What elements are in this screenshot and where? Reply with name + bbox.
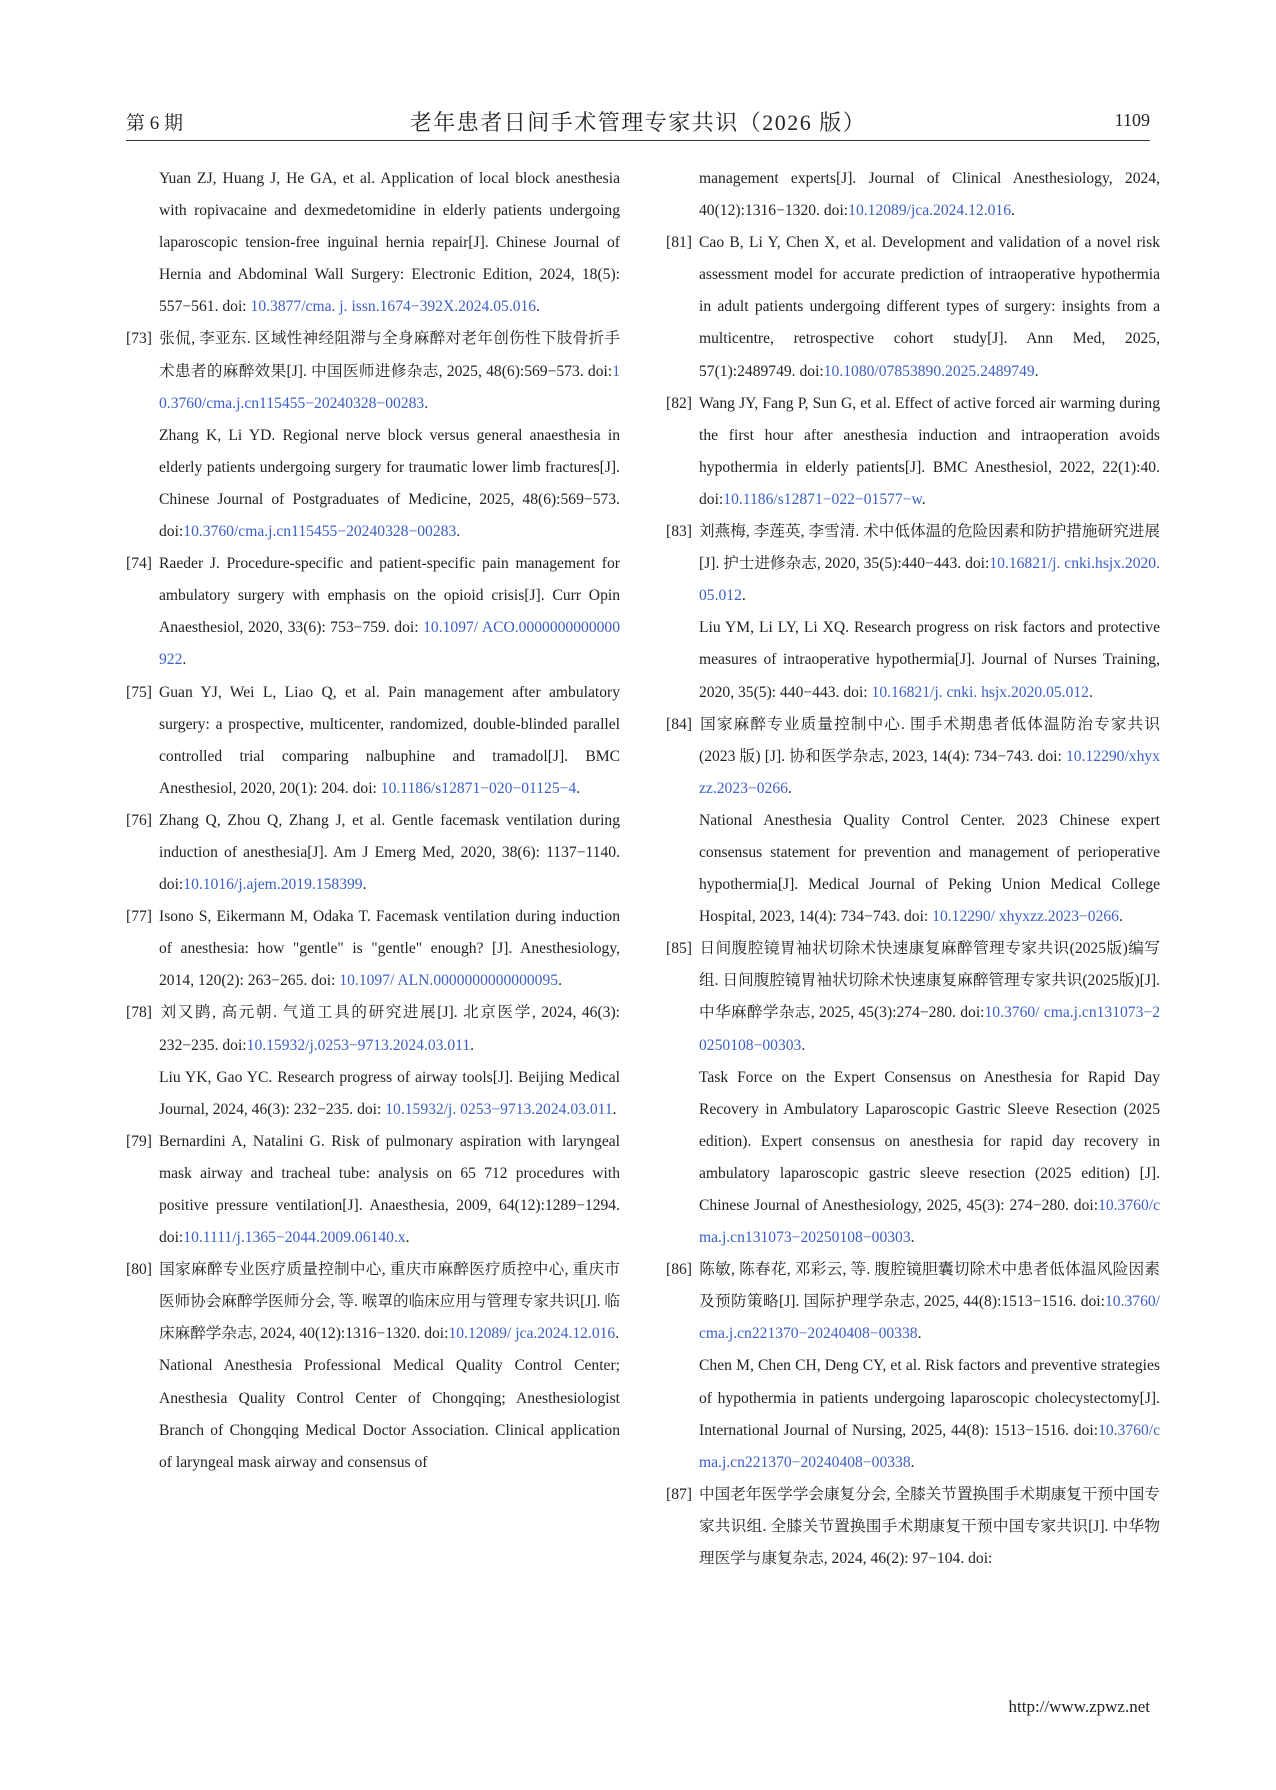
reference-tail: . [470,1036,475,1054]
reference-entry [666,516,1160,612]
reference-translation [666,1350,1160,1478]
reference-text: 刘又鹍, 高元朝. 气道工具的研究进展[J]. 北京医学, 2024, 46(3): 232−235. doi: [159,1004,620,1054]
doi-link[interactable]: 10.16821/j. cnki.hsjx.2020.05.012 [699,555,1161,605]
reference-text: 刘燕梅, 李莲英, 李雪清. 术中低体温的危险因素和防护措施研究进展[J]. 护士进修杂志, 2020, 35(5):440−443. doi: [699,523,1160,573]
reference-entry [126,997,620,1061]
doi-link[interactable]: 10.1016/j.ajem.2019.158399 [183,876,363,894]
reference-number: [84] [666,715,692,733]
reference-translation [666,805,1160,933]
doi-link[interactable]: 10.1186/s12871−022−01577−w [723,490,922,508]
doi-link[interactable]: 10.3877/cma. j. issn.1674−392X.2024.05.016 [250,298,537,316]
reference-entry [126,1126,620,1254]
reference-tail: . [801,1036,806,1054]
reference-text: 日间腹腔镜胃袖状切除术快速康复麻醉管理专家共识(2025版)编写组. 日间腹腔镜胃袖状切除术快速康复麻醉管理专家共识(2025版)[J]. 中华麻醉学杂志, 2025, 45(3):274−280. doi: [699,940,1160,1022]
reference-number: [78] [126,1004,152,1022]
doi-link[interactable]: 10.3760/cma.j.cn115455−20240328−00283 [183,523,457,541]
reference-entry [126,323,620,419]
reference-text: Isono S, Eikermann M, Odaka T. Facemask ventilation during induction of anesthesia: how "gentle" is "gentle" enough? [J]. Anesthesiology, 2014, 120(2): 263−265. doi: [159,908,620,990]
reference-entry [666,709,1160,805]
reference-text: Cao B, Li Y, Chen X, et al. Development and validation of a novel risk assessment model for accurate prediction of intraoperative hypothermia in adult patients undergoing different types of surgery: insights from a multicentre, retrospective cohort study[J]. Ann Med, 2025, 57(1):2489749. doi: [699,234,1160,380]
reference-tail: . [424,394,429,412]
doi-link[interactable]: 10.15932/j.0253−9713.2024.03.011 [246,1036,471,1054]
reference-number: [79] [126,1132,152,1150]
reference-number: [83] [666,523,692,541]
reference-entry [126,548,620,676]
reference-number: [80] [126,1261,152,1279]
doi-link[interactable]: 10.12089/jca.2024.12.016 [848,202,1011,220]
doi-link[interactable]: 10.12089/ jca.2024.12.016 [448,1325,616,1343]
doi-link[interactable]: 10.1097/ ACO.0000000000000922 [159,619,621,669]
reference-text: Raeder J. Procedure-specific and patient-specific pain management for ambulatory surgery with emphasis on the opioid crisis[J]. Curr Opin Anaesthesiol, 2020, 33(6): 753−759. doi: [159,555,620,637]
reference-tail: . [741,587,746,605]
reference-text: Guan YJ, Wei L, Liao Q, et al. Pain management after ambulatory surgery: a prospective, multicenter, randomized, double-blinded parallel controlled trial comparing nalbuphine and tramadol[J]. BMC Anesthesiol, 2020, 20(1): 204. doi: [159,683,620,797]
reference-tail: . [362,876,367,894]
reference-entry [126,805,620,901]
reference-number: [81] [666,234,692,252]
reference-translation [126,1062,620,1126]
reference-text: Zhang K, Li YD. Regional nerve block versus general anaesthesia in elderly patients undergoing surgery for traumatic lower limb fractures[J]. Chinese Journal of Postgraduates of Medicine, 2025, 48(6):569−573. doi: [159,426,620,541]
reference-text: Liu YK, Gao YC. Research progress of airway tools[J]. Beijing Medical Journal, 2024, 46(3): 232−235. doi: [159,1068,620,1118]
reference-text: Bernardini A, Natalini G. Risk of pulmonary aspiration with laryngeal mask airway and tracheal tube: analysis on 65 712 procedures with positive pressure ventilation[J]. Anaesthesia, 2009, 64(12):1289−1294. doi: [159,1132,620,1247]
reference-tail: . [615,1325,620,1343]
doi-link[interactable]: 10.3760/ cma.j.cn131073−20250108−00303 [699,1004,1160,1054]
doi-link[interactable]: 10.1186/s12871−020−01125−4 [380,779,577,797]
reference-entry [666,227,1160,387]
reference-text: 国家麻醉专业质量控制中心. 围手术期患者低体温防治专家共识(2023 版) [J]. 协和医学杂志, 2023, 14(4): 734−743. doi: [699,715,1160,765]
reference-tail: . [910,1453,915,1471]
doi-link[interactable]: 10.3760/cma.j.cn115455−20240328−00283 [159,362,620,412]
reference-translation [126,163,620,323]
reference-tail: . [787,779,792,797]
reference-tail: . [558,972,562,990]
doi-link[interactable]: 10.3760/cma.j.cn131073−20250108−00303 [699,1197,1160,1247]
reference-text: 张侃, 李亚东. 区域性神经阻滞与全身麻醉对老年创伤性下肢骨折手术患者的麻醉效果[J]. 中国医师进修杂志, 2025, 48(6):569−573. doi: [159,330,620,380]
page-number: 1109 [1114,110,1150,130]
doi-link[interactable]: 10.1080/07853890.2025.2489749 [823,362,1035,380]
reference-text: Wang JY, Fang P, Sun G, et al. Effect of active forced air warming during the first hour after anesthesia induction and intraoperation avoids hypothermia in elderly patients[J]. BMC Anesthesiol, 2022, 22(1):40. doi: [699,394,1160,508]
reference-entry [666,388,1160,516]
reference-tail: . [1034,362,1039,380]
reference-tail: . [1088,683,1093,701]
reference-number: [75] [126,683,152,701]
reference-translation [666,163,1160,227]
left-column [126,163,620,1479]
reference-translation [666,1062,1160,1255]
reference-text: Zhang Q, Zhou Q, Zhang J, et al. Gentle facemask ventilation during induction of anesthesia[J]. Am J Emerg Med, 2020, 38(6): 1137−1140. doi: [159,811,620,894]
reference-tail: . [456,523,461,541]
doi-link[interactable]: 10.3760/cma.j.cn221370−20240408−00338 [699,1421,1160,1471]
reference-entry [666,1254,1160,1350]
doi-link[interactable]: 10.16821/j. cnki. hsjx.2020.05.012 [871,683,1089,701]
reference-text: Yuan ZJ, Huang J, He GA, et al. Application of local block anesthesia with ropivacaine and dexmedetomidine in elderly patients undergoing laparoscopic tension-free inguinal hernia repair[J]. Chinese Journal of Hernia and Abdominal Wall Surgery: Electronic Edition, 2024, 18(5): 557−561. doi: [159,170,620,316]
page-header [126,106,1150,141]
reference-text: 陈敏, 陈春花, 邓彩云, 等. 腹腔镜胆囊切除术中患者低体温风险因素及预防策略[J]. 国际护理学杂志, 2025, 44(8):1513−1516. doi: [699,1261,1160,1311]
reference-entry [666,1479,1160,1575]
running-title: 老年患者日间手术管理专家共识（2026 版） [409,110,867,135]
reference-translation [126,420,620,548]
doi-link[interactable]: 10.3760/cma.j.cn221370−20240408−00338 [699,1293,1160,1343]
reference-text: management experts[J]. Journal of Clinical Anesthesiology, 2024, 40(12):1316−1320. doi: [699,170,1160,220]
reference-entry [666,933,1160,1061]
reference-entry [126,1254,620,1350]
reference-number: [73] [126,330,152,348]
reference-number: [77] [126,908,152,926]
reference-text: National Anesthesia Professional Medical Quality Control Center; Anesthesia Quality Control Center of Chongqing; Anesthesiologist Branch of Chongqing Medical Doctor Association. Clinical application of laryngeal mask airway and consensus of [159,1357,620,1471]
reference-translation [666,612,1160,708]
reference-text: 中国老年医学学会康复分会, 全膝关节置换围手术期康复干预中国专家共识组. 全膝关节置换围手术期康复干预中国专家共识[J]. 中华物理医学与康复杂志, 2024, 46(2): 97−104. doi: [699,1485,1160,1568]
reference-tail: . [917,1325,922,1343]
reference-tail: . [182,651,187,669]
reference-tail: . [536,298,541,316]
doi-link[interactable]: 10.12290/xhyxzz.2023−0266 [699,747,1160,797]
reference-tail: . [1011,202,1015,220]
reference-number: [85] [666,940,692,958]
reference-tail: . [576,779,581,797]
reference-tail: . [910,1229,915,1247]
issue-label: 第 6 期 [126,113,184,134]
reference-tail: . [1118,908,1123,926]
reference-number: [86] [666,1261,692,1279]
reference-number: [82] [666,394,692,412]
doi-link[interactable]: 10.1111/j.1365−2044.2009.06140.x [183,1229,406,1247]
doi-link[interactable]: 10.1097/ ALN.0000000000000095 [339,972,559,990]
reference-number: [74] [126,555,152,573]
reference-translation [126,1350,620,1478]
reference-number: [76] [126,811,152,829]
doi-link[interactable]: 10.12290/ xhyxzz.2023−0266 [932,908,1119,926]
reference-entry [126,677,620,805]
reference-number: [87] [666,1485,692,1503]
reference-entry [126,901,620,997]
doi-link[interactable]: 10.15932/j. 0253−9713.2024.03.011 [385,1100,613,1118]
reference-tail: . [405,1229,410,1247]
reference-text: 国家麻醉专业医疗质量控制中心, 重庆市麻醉医疗质控中心, 重庆市医师协会麻醉学医师分会, 等. 喉罩的临床应用与管理专家共识[J]. 临床麻醉学杂志, 2024, 40(12):1316−1320. doi: [159,1261,620,1343]
right-column [666,163,1160,1575]
reference-text: National Anesthesia Quality Control Center. 2023 Chinese expert consensus statement for prevention and management of perioperative hypothermia[J]. Medical Journal of Peking Union Medical College Hospital, 2023, 14(4): 734−743. doi: [699,811,1160,926]
reference-text: Liu YM, Li LY, Li XQ. Research progress on risk factors and protective measures of intraoperative hypothermia[J]. Journal of Nurses Training, 2020, 35(5): 440−443. doi: [699,619,1160,701]
reference-tail: . [921,490,926,508]
reference-tail: . [612,1100,617,1118]
reference-text: Task Force on the Expert Consensus on Anesthesia for Rapid Day Recovery in Ambulatory Laparoscopic Gastric Sleeve Resection (2025 edition). Expert consensus on anesthesia for rapid day recovery in ambulatory laparoscopic gastric sleeve resection (2025 edition) [J]. Chinese Journal of Anesthesiology, 2025, 45(3): 274−280. doi: [699,1068,1160,1214]
footer-url[interactable]: http://www.zpwz.net [1008,1697,1150,1716]
reference-text: Chen M, Chen CH, Deng CY, et al. Risk factors and preventive strategies of hypothermia in patients undergoing laparoscopic cholecystectomy[J]. International Journal of Nursing, 2025, 44(8): 1513−1516. doi: [699,1357,1160,1439]
